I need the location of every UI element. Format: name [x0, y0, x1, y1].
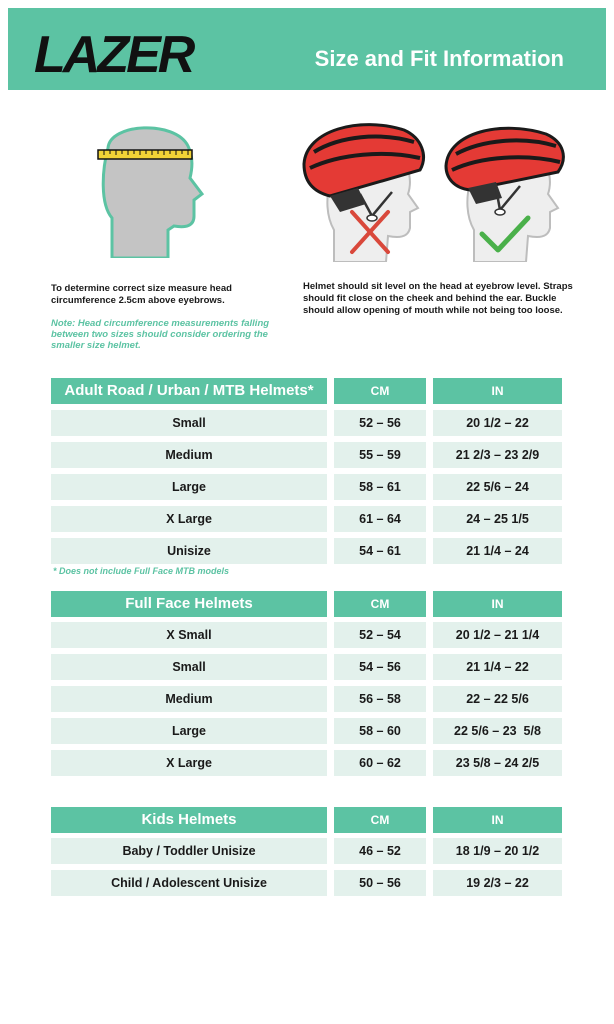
cm-cell: 61 – 64	[334, 506, 426, 532]
cm-cell: 58 – 61	[334, 474, 426, 500]
table-row	[0, 686, 614, 712]
table-row	[0, 870, 614, 896]
column-header-in: IN	[433, 591, 562, 617]
column-header-cm: CM	[334, 807, 426, 833]
size-cell: Child / Adolescent Unisize	[51, 870, 327, 896]
size-cell: Medium	[51, 442, 327, 468]
wrong-fit-figure	[304, 125, 423, 262]
table-title: Kids Helmets	[51, 807, 327, 833]
in-cell: 22 5/6 – 24	[433, 474, 562, 500]
in-cell: 20 1/2 – 22	[433, 410, 562, 436]
size-cell: Large	[51, 718, 327, 744]
cm-cell: 52 – 56	[334, 410, 426, 436]
column-header-cm: CM	[334, 591, 426, 617]
cm-cell: 54 – 61	[334, 538, 426, 564]
head-measure-icon	[90, 118, 210, 258]
in-cell: 21 1/4 – 24	[433, 538, 562, 564]
table-row	[0, 654, 614, 680]
in-cell: 24 – 25 1/5	[433, 506, 562, 532]
table-row	[0, 506, 614, 532]
helmet-fit-illustration	[300, 112, 580, 262]
table-header	[0, 378, 614, 404]
table-row	[0, 718, 614, 744]
in-cell: 23 5/8 – 24 2/5	[433, 750, 562, 776]
column-header-in: IN	[433, 807, 562, 833]
cm-cell: 58 – 60	[334, 718, 426, 744]
in-cell: 18 1/9 – 20 1/2	[433, 838, 562, 864]
size-cell: Small	[51, 654, 327, 680]
table-row	[0, 442, 614, 468]
table-header	[0, 591, 614, 617]
column-header-cm: CM	[334, 378, 426, 404]
measure-instructions: To determine correct size measure head circumference 2.5cm above eyebrows.	[51, 283, 232, 306]
table-header	[0, 807, 614, 833]
size-cell: X Large	[51, 750, 327, 776]
table-title: Full Face Helmets	[51, 591, 327, 617]
size-cell: Small	[51, 410, 327, 436]
page-title: Size and Fit Information	[314, 46, 564, 71]
in-cell: 20 1/2 – 21 1/4	[433, 622, 562, 648]
size-note: Note: Head circumference measurements falling between two sizes should consider ordering the smaller size helmet.	[51, 318, 270, 351]
cm-cell: 60 – 62	[334, 750, 426, 776]
size-cell: X Large	[51, 506, 327, 532]
cm-cell: 54 – 56	[334, 654, 426, 680]
table-row	[0, 838, 614, 864]
size-cell: Baby / Toddler Unisize	[51, 838, 327, 864]
brand-wordmark: LAZER	[34, 26, 193, 82]
cm-cell: 50 – 56	[334, 870, 426, 896]
table-row	[0, 410, 614, 436]
brand-logo	[32, 22, 217, 82]
header-banner	[8, 8, 606, 90]
table-row	[0, 750, 614, 776]
right-fit-figure	[446, 128, 563, 262]
in-cell: 22 – 22 5/6	[433, 686, 562, 712]
size-cell: Medium	[51, 686, 327, 712]
size-cell: Large	[51, 474, 327, 500]
size-cell: X Small	[51, 622, 327, 648]
fit-instructions: Helmet should sit level on the head at eyebrow level. Straps should fit close on the cheek and behind the ear. Buckle should allow opening of mouth while not being too loose.	[303, 281, 573, 316]
cm-cell: 46 – 52	[334, 838, 426, 864]
cm-cell: 52 – 54	[334, 622, 426, 648]
column-header-in: IN	[433, 378, 562, 404]
table-row	[0, 474, 614, 500]
table-row	[0, 538, 614, 564]
table-title: Adult Road / Urban / MTB Helmets*	[51, 378, 327, 404]
size-cell: Unisize	[51, 538, 327, 564]
table-row	[0, 622, 614, 648]
cm-cell: 55 – 59	[334, 442, 426, 468]
in-cell: 19 2/3 – 22	[433, 870, 562, 896]
in-cell: 21 1/4 – 22	[433, 654, 562, 680]
cm-cell: 56 – 58	[334, 686, 426, 712]
table-footnote: * Does not include Full Face MTB models	[53, 566, 230, 576]
in-cell: 21 2/3 – 23 2/9	[433, 442, 562, 468]
in-cell: 22 5/6 – 23 5/8	[433, 718, 562, 744]
